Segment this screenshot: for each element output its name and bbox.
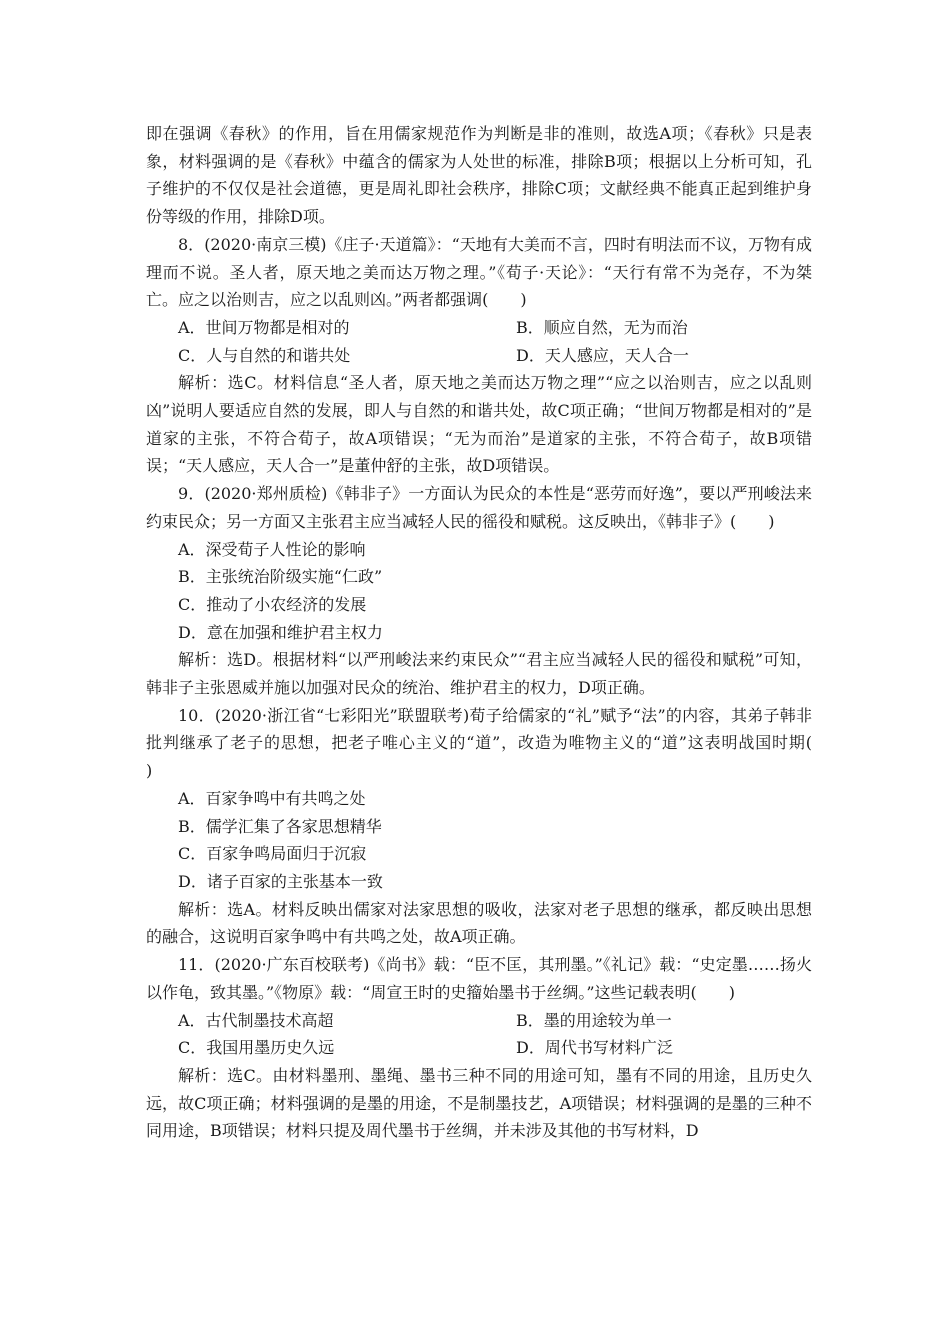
q8-options-row-1 [146, 314, 812, 342]
q11-option-c: C．我国用墨历史久远 [178, 1038, 335, 1058]
q10-option-c: C．百家争鸣局面归于沉寂 [178, 844, 367, 864]
q9-stem: 9．(2020·郑州质检)《韩非子》一方面认为民众的本性是“恶劳而好逸”，要以严刑峻法来约束民众；另一方面又主张君主应当减轻人民的徭役和赋税。这反映出，《韩非子》( ) [146, 484, 812, 531]
q11-options-row-1 [146, 1007, 812, 1035]
q11-analysis: 解析：选C。由材料墨刑、墨绳、墨书三种不同的用途可知，墨有不同的用途，且历史久远，故C项正确；材料强调的是墨的用途，不是制墨技艺，A项错误；材料强调的是墨的三种不同用途，B项错误；材料只提及周代墨书于丝绸，并未涉及其他的书写材料，D [146, 1065, 812, 1141]
q8-option-d: D．天人感应，天人合一 [516, 345, 689, 365]
q8-option-a: A．世间万物都是相对的 [178, 317, 350, 337]
q9-option-c: C．推动了小农经济的发展 [178, 594, 367, 614]
q8-stem: 8．(2020·南京三模)《庄子·天道篇》：“天地有大美而不言，四时有明法而不议，万物有成理而不说。圣人者，原天地之美而达万物之理。”《荀子·天论》：“天行有常不为尧存，不为桀亡。应之以治则吉，应之以乱则凶。”两者都强调( ) [146, 234, 812, 310]
q11-option-d: D．周代书写材料广泛 [516, 1038, 673, 1058]
q9-option-b: B．主张统治阶级实施“仁政” [178, 567, 383, 587]
q11-option-b: B．墨的用途较为单一 [516, 1010, 672, 1030]
q11-option-a: A．古代制墨技术高超 [178, 1010, 334, 1030]
intro-analysis-paragraph: 即在强调《春秋》的作用，旨在用儒家规范作为判断是非的准则，故选A项；《春秋》只是表象，材料强调的是《春秋》中蕴含的儒家为人处世的标准，排除B项；根据以上分析可知，孔子维护的不仅仅是社会道德，更是周礼即社会秩序，排除C项；文献经典不能真正起到维护身份等级的作用，排除D项。 [146, 124, 812, 227]
q11-options-row-2 [146, 1034, 812, 1062]
q9-option-a: A．深受荀子人性论的影响 [178, 539, 366, 559]
q8-options-row-2 [146, 342, 812, 370]
q10-analysis: 解析：选A。材料反映出儒家对法家思想的吸收，法家对老子思想的继承，都反映出思想的融合，这说明百家争鸣中有共鸣之处，故A项正确。 [146, 899, 812, 947]
q10-stem: 10．(2020·浙江省“七彩阳光”联盟联考)荀子给儒家的“礼”赋予“法”的内容，其弟子韩非批判继承了老子的思想，把老子唯心主义的“道”，改造为唯物主义的“道”这表明战国时期( ) [146, 705, 845, 781]
document-body [146, 120, 845, 1145]
q9-analysis: 解析：选D。根据材料“以严刑峻法来约束民众”“君主应当减轻人民的徭役和赋税”可知，韩非子主张恩威并施以加强对民众的统治、维护君主的权力，D项正确。 [146, 650, 812, 698]
q8-option-c: C．人与自然的和谐共处 [178, 345, 351, 365]
q10-option-b: B．儒学汇集了各家思想精华 [178, 816, 382, 836]
q10-option-d: D．诸子百家的主张基本一致 [178, 871, 383, 891]
q8-option-b: B．顺应自然，无为而治 [516, 317, 688, 337]
q8-analysis: 解析：选C。材料信息“圣人者，原天地之美而达万物之理”“应之以治则吉，应之以乱则凶”说明人要适应自然的发展，即人与自然的和谐共处，故C项正确；“世间万物都是相对的”是道家的主张，不符合荀子，故A项错误；“无为而治”是道家的主张，不符合荀子，故B项错误；“天人感应，天人合一”是董仲舒的主张，故D项错误。 [146, 373, 812, 476]
q9-option-d: D．意在加强和维护君主权力 [178, 622, 383, 642]
q11-stem: 11．(2020·广东百校联考)《尚书》载：“臣不匡，其刑墨。”《礼记》载：“史定墨……扬火以作龟，致其墨。”《物原》载：“周宣王时的史籀始墨书于丝绸。”这些记载表明( ) [146, 955, 812, 1002]
q10-option-a: A．百家争鸣中有共鸣之处 [178, 788, 366, 808]
